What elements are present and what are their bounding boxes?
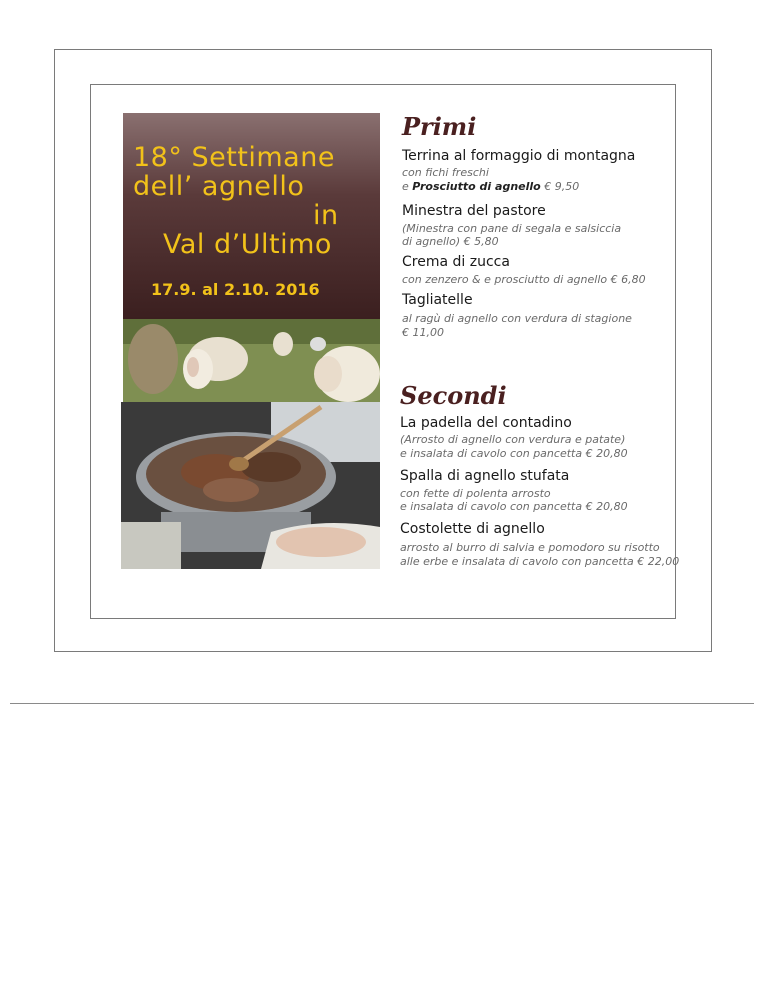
- dish-desc-tagliatelle-1: al ragù di agnello con verdura di stagione: [402, 312, 632, 325]
- dish-desc-minestra-2: di agnello) € 5,80: [402, 235, 499, 248]
- dish-desc-crema-1: con zenzero & e prosciutto di agnello € 6,80: [402, 273, 646, 286]
- dish-name-tagliatelle: Tagliatelle: [402, 292, 473, 308]
- dish-desc-costolette-1: arrosto al burro di salvia e pomodoro su risotto: [400, 541, 660, 554]
- dish-desc-terrina-price: € 9,50: [540, 180, 580, 193]
- dish-desc-spalla-2: e insalata di cavolo con pancetta € 20,80: [400, 500, 628, 513]
- dish-name-spalla: Spalla di agnello stufata: [400, 468, 570, 484]
- dish-desc-tagliatelle-2: € 11,00: [402, 326, 444, 339]
- dish-desc-terrina-pre: e: [402, 180, 413, 193]
- dish-name-minestra: Minestra del pastore: [402, 203, 546, 219]
- poster-title: [133, 143, 373, 259]
- dish-name-terrina: Terrina al formaggio di montagna: [402, 148, 636, 164]
- dish-desc-costolette-2: alle erbe e insalata di cavolo con pancetta € 22,00: [400, 555, 680, 568]
- secondi-heading: Secondi: [400, 381, 507, 410]
- dish-desc-terrina-2: [402, 180, 579, 193]
- dish-desc-padella-2: e insalata di cavolo con pancetta € 20,80: [400, 447, 628, 460]
- dish-desc-minestra-1: (Minestra con pane di segala e salsiccia: [402, 222, 622, 235]
- dish-desc-spalla-1: con fette di polenta arrosto: [400, 487, 551, 500]
- dish-desc-padella-1: (Arrosto di agnello con verdura e patate): [400, 433, 626, 446]
- poster-dates: 17.9. al 2.10. 2016: [151, 280, 320, 299]
- dish-name-crema: Crema di zucca: [402, 254, 510, 270]
- pan-illustration: [121, 402, 380, 569]
- food-photo: [121, 402, 380, 569]
- page-divider: [10, 703, 754, 704]
- dish-desc-terrina-bold: Prosciutto di agnello: [412, 180, 541, 193]
- dish-desc-terrina-1: con fichi freschi: [402, 166, 489, 179]
- sheep-illustration: [123, 319, 380, 402]
- sheep-photo: [123, 319, 380, 402]
- poster-title-line2: dell’ agnello: [133, 171, 305, 202]
- primi-heading: Primi: [402, 112, 477, 141]
- poster-banner: [123, 113, 380, 319]
- poster-title-line3: in: [313, 200, 339, 231]
- poster-title-line1: 18° Settimane: [133, 142, 335, 173]
- dish-name-costolette: Costolette di agnello: [400, 521, 545, 537]
- poster-title-line4: Val d’Ultimo: [163, 229, 332, 260]
- dish-name-padella: La padella del contadino: [400, 415, 572, 431]
